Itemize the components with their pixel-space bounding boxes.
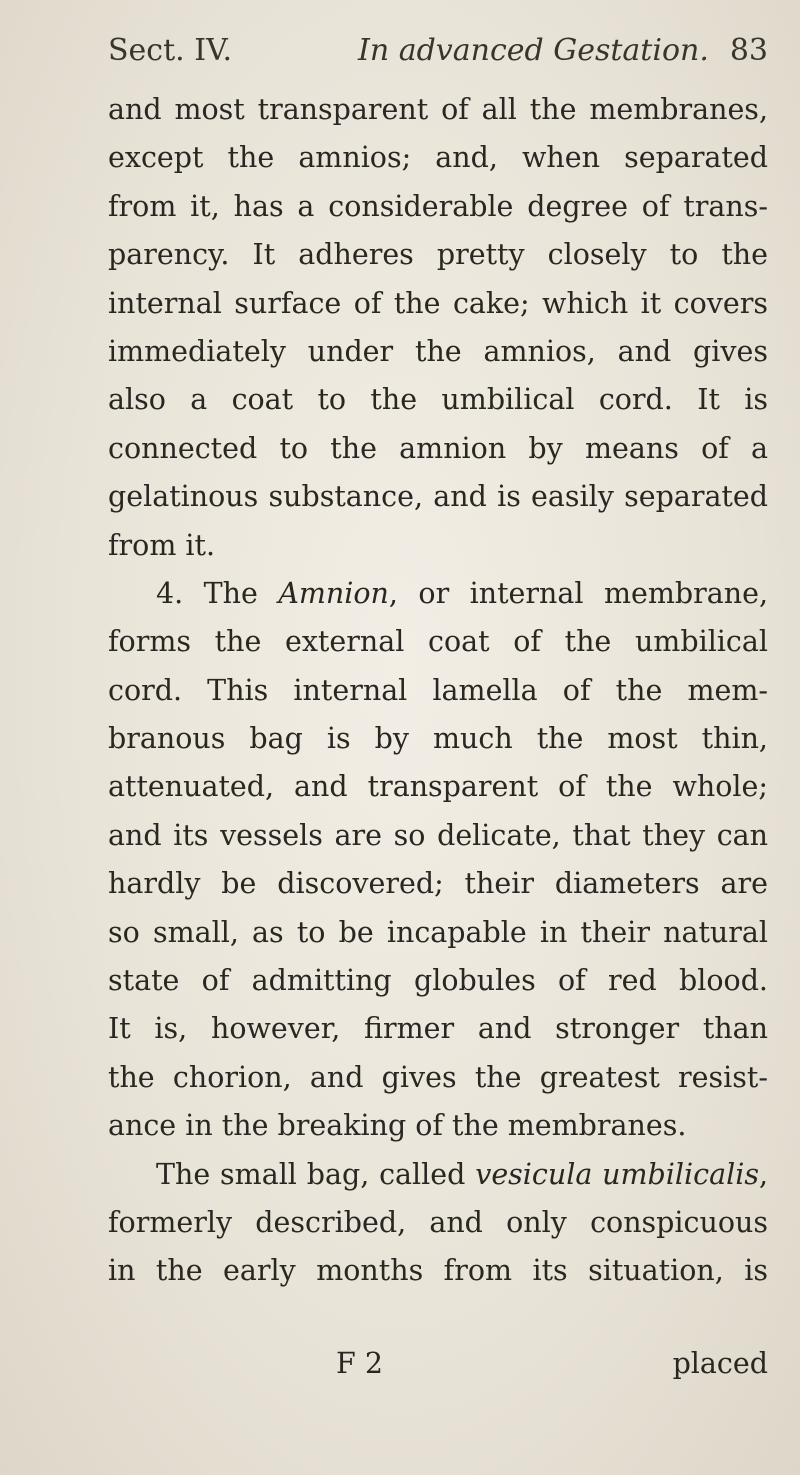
text-line: formerly described, and only conspicuous	[108, 1205, 768, 1239]
text-line: state of admitting globules of red blood.	[108, 964, 768, 998]
text-line: the chorion, and gives the greatest resist-	[108, 1060, 768, 1094]
text-line: It is, however, firmer and stronger than	[108, 1012, 768, 1046]
catchword: placed	[672, 1347, 768, 1380]
text-line: 4. The Amnion, or internal membrane,	[156, 576, 768, 610]
text-line: in the early months from its situation, is	[108, 1254, 768, 1288]
text-line: attenuated, and transparent of the whole;	[108, 770, 768, 804]
text-line: internal surface of the cake; which it covers	[108, 286, 768, 320]
body-text	[108, 86, 768, 1296]
text-line: and its vessels are so delicate, that they can	[108, 818, 768, 852]
signature-mark: F 2	[336, 1347, 383, 1380]
text-line: and most transparent of all the membranes,	[108, 93, 768, 126]
text-line: so small, as to be incapable in their natural	[108, 915, 768, 949]
text-line: except the amnios; and, when separated	[108, 141, 768, 175]
italic-term: vesicula umbilicalis	[475, 1157, 759, 1191]
text-line: also a coat to the umbilical cord. It is	[108, 383, 768, 417]
footer-line	[108, 1340, 768, 1388]
text-line: The small bag, called vesicula umbilicalis,	[156, 1157, 768, 1191]
text-line: from it, has a considerable degree of trans-	[108, 189, 768, 223]
text-line: forms the external coat of the umbilical	[108, 625, 768, 659]
text-line: hardly be discovered; their diameters are	[108, 867, 768, 901]
text-line: immediately under the amnios, and gives	[108, 334, 768, 368]
text-line: connected to the amnion by means of a	[108, 431, 768, 465]
running-title: In advanced Gestation.	[358, 33, 709, 68]
text-line: cord. This internal lamella of the mem-	[108, 673, 768, 707]
running-head	[108, 28, 768, 74]
italic-term: Amnion	[278, 576, 389, 610]
text-line: from it.	[108, 528, 216, 562]
text-line: branous bag is by much the most thin,	[108, 722, 768, 756]
text-line: ance in the breaking of the membranes.	[108, 1109, 687, 1143]
text-line: parency. It adheres pretty closely to the	[108, 238, 768, 272]
section-number: Sect. IV.	[108, 33, 233, 68]
text-line: gelatinous substance, and is easily separated	[108, 480, 768, 514]
page-number: 83	[729, 33, 768, 68]
